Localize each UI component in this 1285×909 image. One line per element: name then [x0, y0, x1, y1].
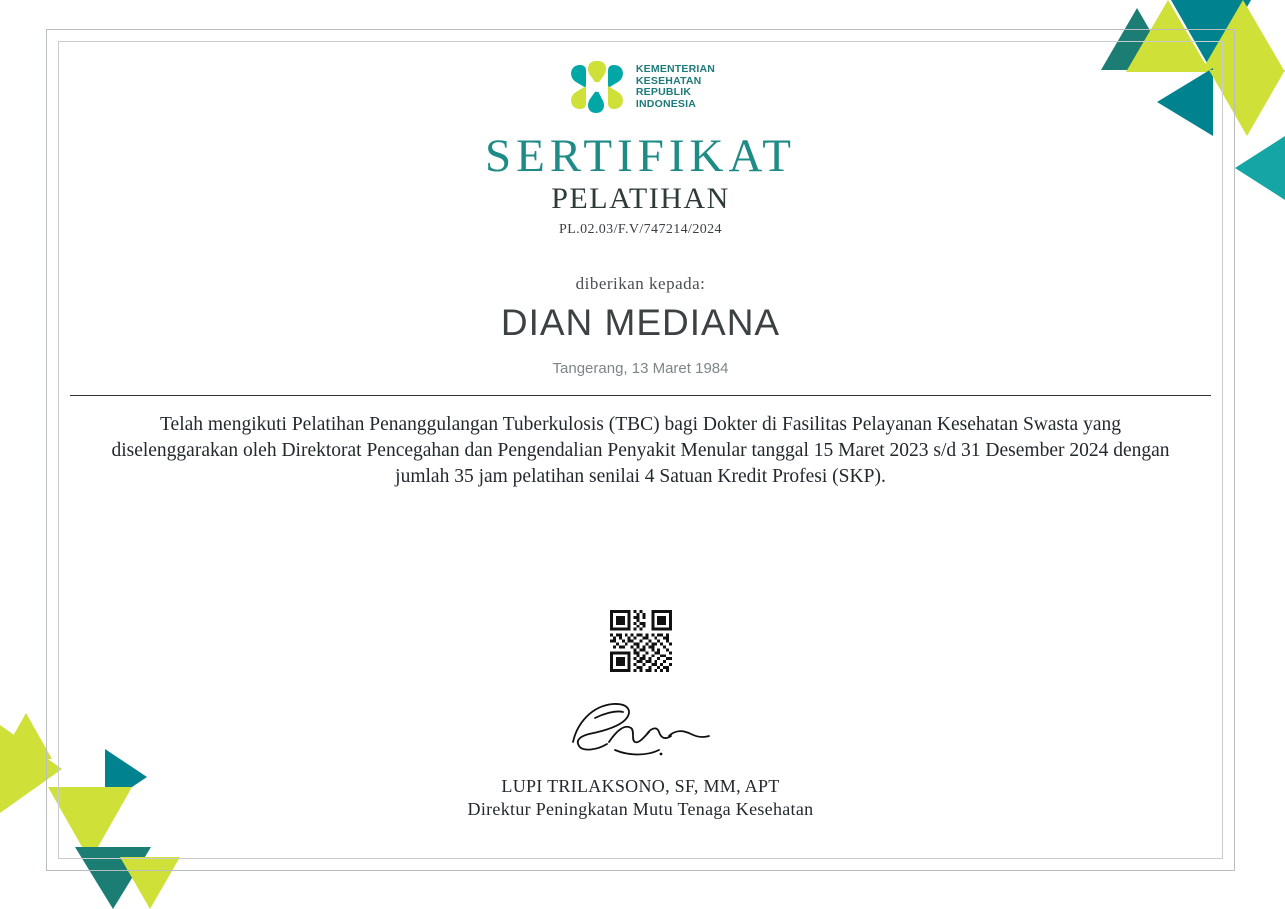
signature-container	[70, 698, 1211, 760]
horizontal-divider	[70, 395, 1211, 396]
signer-name: LUPI TRILAKSONO, SF, MM, APT	[501, 776, 780, 796]
certificate-code: PL.02.03/F.V/747214/2024	[559, 222, 722, 237]
recipient-name: DIAN MEDIANA	[500, 302, 781, 343]
decorative-triangle-bottom-left-lime-0	[0, 713, 52, 759]
decorative-triangle-top-right-teal-3	[1235, 136, 1285, 200]
ministry-line-3: REPUBLIK	[635, 86, 692, 98]
kemenkes-logo-icon	[566, 57, 628, 117]
verification-qr-code-icon[interactable]	[610, 610, 672, 672]
handwritten-signature-icon	[551, 698, 731, 760]
signer-title: Direktur Peningkatan Mutu Tenaga Kesehatan	[467, 799, 814, 819]
ministry-logo-text	[636, 64, 715, 110]
qr-code-container	[70, 610, 1211, 672]
certificate-subtitle: PELATIHAN	[551, 182, 730, 215]
certificate-body-text: Telah mengikuti Pelatihan Penanggulangan Tuberkulosis (TBC) bagi Dokter di Fasilitas Pelayanan Kesehatan Swasta yang diselenggarakan oleh Direktorat Pencegahan dan Pengendalian Penyakit Menular tanggal 15 Maret 2023 s/d 31 Desember 2024 dengan jumlah 35 jam pelatihan senilai 4 Satuan Kredit Profesi (SKP).	[111, 414, 1170, 487]
ministry-line-4: INDONESIA	[635, 97, 697, 110]
ministry-line-1: KEMENTERIAN	[635, 63, 716, 75]
ministry-line-2: KESEHATAN	[635, 74, 702, 87]
certificate-content	[70, 41, 1211, 820]
ministry-logo-block	[70, 55, 1211, 119]
recipient-birth-info: Tangerang, 13 Maret 1984	[552, 360, 729, 377]
given-to-label: diberikan kepada:	[575, 274, 706, 293]
certificate-title: SERTIFIKAT	[485, 130, 796, 182]
